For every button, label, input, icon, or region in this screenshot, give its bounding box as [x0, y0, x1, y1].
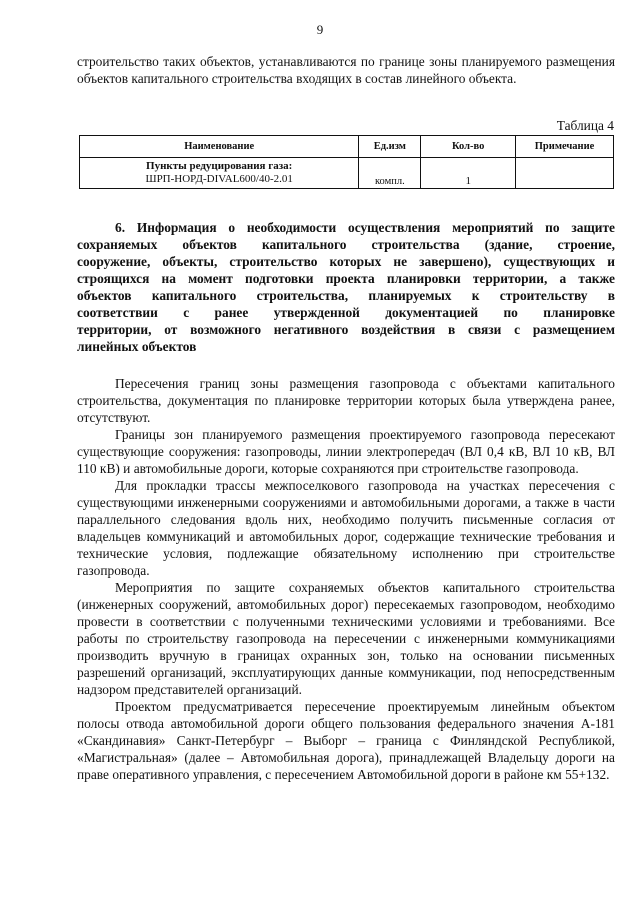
heading-line: соответствии с ранее утвержденной документацией по планировке	[77, 305, 615, 320]
table-row	[80, 158, 614, 189]
cell-name-title: Пункты редуцирования газа:	[146, 160, 293, 172]
paragraph: Границы зон планируемого размещения проектируемого газопровода пересекают существующие сооружения: газопроводы, линии электропередач (ВЛ 0,4 кВ, ВЛ 10 кВ, ВЛ 110 кВ) и автомобильные дороги, которые сохраняются при строительстве газопровода.	[77, 427, 615, 476]
heading-line: территории, от возможного негативного воздействия в связи с размещением	[77, 322, 615, 337]
heading-line: объектов капитального строительства, планируемых к строительству в	[77, 288, 615, 303]
heading-line: сооружение, объекты, строительство которых не завершено), существующих и	[77, 254, 615, 269]
paragraph: Проектом предусматривается пересечение проектируемым линейным объектом полосы отвода автомобильной дороги общего пользования федерального значения А-181 «Скандинавия» Санкт-Петербург – Выборг – граница с Финляндской Республикой, «Магистральная» (далее – Автомобильная дорога), принадлежащей Владельцу дороги на праве оперативного управления, с пересечением Автомобильной дороги в районе км 55+132.	[77, 699, 615, 782]
table-header-row	[80, 136, 614, 158]
cell-note	[516, 158, 614, 189]
paragraph: Для прокладки трассы межпоселкового газопровода на участках пересечения с существующими инженерными сооружениями и автомобильными дорогами, а также в части параллельного следования вдоль них, необходимо получить письменные согласия от владельцев коммуникаций и автомобильных дорог, содержащие технические требования и технические условия, подлежащие обязательному исполнению при строительстве газопровода.	[77, 478, 615, 578]
heading-line: строящихся на момент подготовки проекта планировки территории, а также	[77, 271, 615, 286]
heading-line: линейных объектов	[77, 339, 197, 354]
table-caption: Таблица 4	[556, 118, 614, 133]
paragraph: Пересечения границ зоны размещения газопровода с объектами капитального строительства, документация по планировке территории которых была утверждена ранее, отсутствуют.	[77, 376, 615, 425]
page-number: 9	[316, 22, 324, 37]
cell-name-detail: ШРП-НОРД-DIVAL600/40-2.01	[145, 173, 293, 185]
header-qty: Кол-во	[421, 136, 516, 158]
header-unit: Ед.изм	[359, 136, 421, 158]
cell-unit: компл.	[359, 158, 421, 189]
equipment-table	[79, 135, 614, 189]
cell-qty: 1	[421, 158, 516, 189]
cell-name	[80, 158, 359, 189]
header-note: Примечание	[516, 136, 614, 158]
heading-line: 6. Информация о необходимости осуществления мероприятий по защите	[115, 220, 615, 235]
heading-line: сохраняемых объектов капитального строительства (здание, строение,	[77, 237, 615, 252]
intro-paragraph: строительство таких объектов, устанавливаются по границе зоны планируемого размещения объектов капитального строительства входящих в состав линейного объекта.	[77, 54, 615, 86]
section-heading	[77, 219, 615, 355]
paragraph: Мероприятия по защите сохраняемых объектов капитального строительства (инженерных сооружений, автомобильных дорог) пересекаемых газопроводом, необходимо провести в соответствии с полученными техническими условиями и требованиями. Все работы по строительству газопровода на пересечении с инженерными коммуникациями производить вручную в границах охранных зон, только на основании письменных разрешений организаций, эксплуатирующих данные коммуникации, под непосредственным надзором представителей организаций.	[77, 580, 615, 697]
body-paragraphs	[77, 375, 615, 783]
header-name: Наименование	[80, 136, 359, 158]
